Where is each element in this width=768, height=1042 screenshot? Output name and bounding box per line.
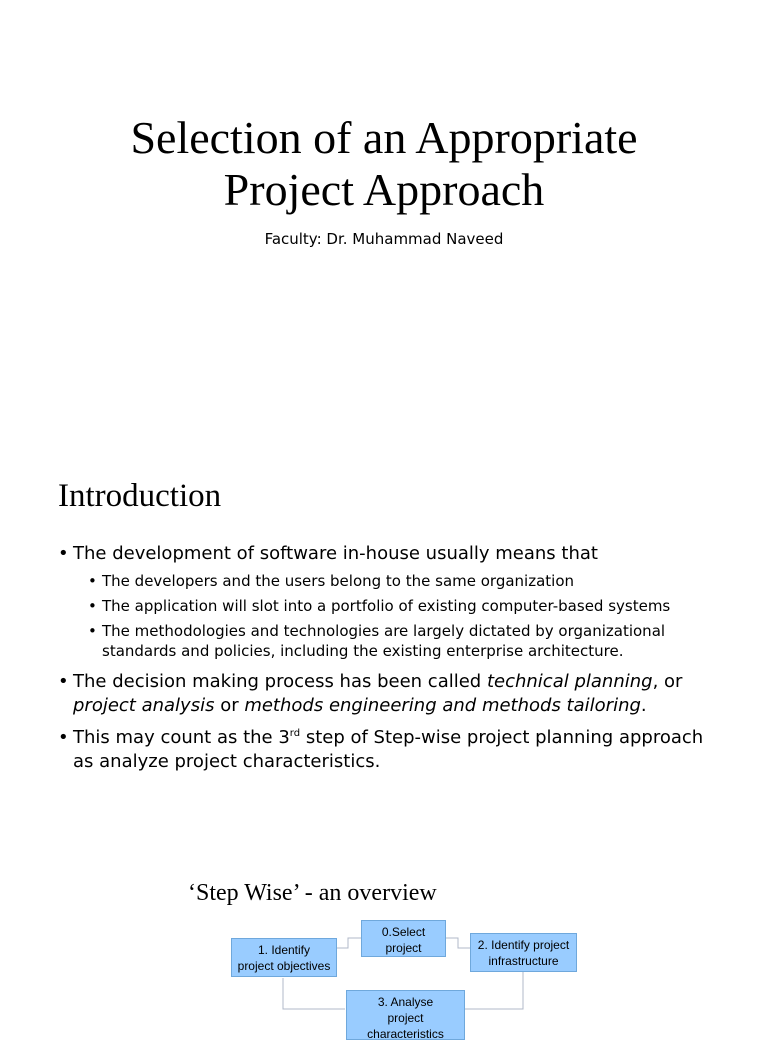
step-box-label: characteristics	[367, 1027, 444, 1041]
emphasis-text: project analysis	[73, 695, 215, 716]
bullet-icon: •	[58, 671, 69, 692]
step-box-label: 0.Select	[381, 925, 426, 939]
step-box-select-project	[361, 920, 446, 957]
step-box-label: 3. Analyse	[377, 995, 434, 1009]
text-run: .	[640, 695, 647, 716]
title-slide	[0, 0, 768, 432]
step-box-label: project objectives	[237, 959, 331, 973]
bullet-text: The development of software in-house usually means that	[73, 543, 598, 564]
connector-line	[465, 966, 523, 1009]
text-run: or	[214, 695, 245, 716]
slide-title-line2: Project Approach	[223, 164, 545, 215]
sub-bullet-item	[88, 621, 708, 661]
text-run: as analyze project characteristics.	[73, 751, 381, 772]
slide-title-line1: Selection of an Appropriate	[130, 112, 638, 163]
slide-title	[0, 112, 768, 216]
step-box-analyse-characteristics	[346, 990, 465, 1040]
bullet-icon: •	[88, 597, 97, 615]
slide-heading: ‘Step Wise’ - an overview	[188, 880, 437, 906]
connector-line	[283, 978, 345, 1009]
bullet-text	[73, 670, 718, 718]
sub-bullet-text: The developers and the users belong to the same organization	[102, 572, 575, 590]
bullet-item	[58, 670, 718, 718]
sub-bullet-item	[88, 571, 708, 591]
emphasis-text: technical planning	[486, 671, 653, 692]
sub-bullet-line: The methodologies and technologies are largely dictated by organizational	[102, 622, 666, 640]
step-box-label: 1. Identify	[257, 943, 311, 957]
sub-bullet-text	[102, 621, 708, 661]
step-box-label: project	[387, 1011, 424, 1025]
stepwise-overview-slide	[0, 864, 768, 1041]
sub-bullet-item	[88, 596, 708, 616]
sub-bullet-text: The application will slot into a portfolio of existing computer-based systems	[102, 597, 671, 615]
bullet-item	[58, 726, 718, 774]
step-box-label: infrastructure	[488, 954, 559, 968]
slide-subtitle: Faculty: Dr. Muhammad Naveed	[264, 230, 504, 248]
bullet-item	[58, 542, 718, 566]
bullet-text	[73, 726, 718, 774]
sub-bullet-line: standards and policies, including the existing enterprise architecture.	[102, 642, 624, 660]
text-run: step of Step-wise project planning approach	[300, 727, 704, 748]
text-run: The decision making process has been called	[73, 671, 487, 692]
connector-line	[446, 938, 470, 948]
text-run: This may count as the 3	[73, 727, 290, 748]
bullet-icon: •	[58, 543, 69, 564]
emphasis-text: methods engineering and methods tailoring	[244, 695, 641, 716]
step-box-identify-objectives	[231, 938, 337, 977]
step-box-identify-infrastructure	[470, 933, 577, 972]
bullet-icon: •	[58, 727, 69, 748]
step-box-label: project	[385, 941, 422, 955]
introduction-slide	[0, 432, 768, 864]
bullet-icon: •	[88, 572, 97, 590]
bullet-icon: •	[88, 622, 97, 640]
slide-heading: Introduction	[58, 478, 222, 514]
superscript: rd	[289, 728, 301, 739]
step-box-label: 2. Identify project	[477, 938, 570, 952]
text-run: , or	[652, 671, 683, 692]
connector-line	[335, 938, 361, 948]
